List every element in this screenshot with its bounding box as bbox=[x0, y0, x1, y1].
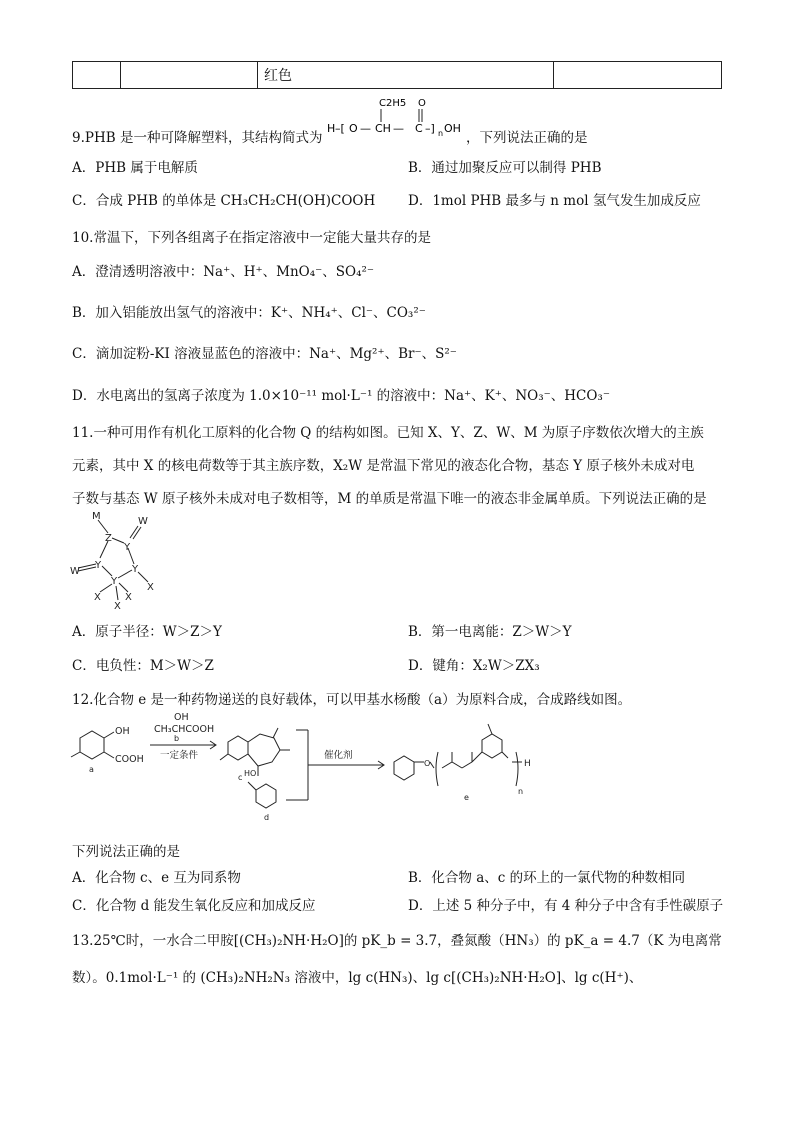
q12-option-a: A．化合物 c、e 互为同系物 bbox=[72, 870, 241, 886]
phb-ethyl: C2H5 bbox=[379, 98, 407, 109]
table-cell-color: 红色 bbox=[258, 62, 554, 89]
polymer-bracket-right bbox=[516, 752, 518, 786]
q9-option-a: A．PHB 属于电解质 bbox=[72, 160, 198, 176]
q9-option-d: D．1mol PHB 最多与 n mol 氢气发生加成反应 bbox=[408, 193, 701, 209]
bond bbox=[71, 752, 80, 757]
a-label: a bbox=[89, 765, 94, 774]
a-oh: OH bbox=[115, 726, 130, 737]
catalyst-label: 催化剂 bbox=[324, 750, 353, 761]
bond bbox=[104, 752, 114, 758]
q11-option-c: C．电负性：M＞W＞Z bbox=[72, 658, 214, 674]
a-cooh: COOH bbox=[115, 754, 144, 765]
bond bbox=[488, 724, 492, 734]
e-label: e bbox=[464, 793, 469, 802]
phb-bracket: –[ bbox=[335, 122, 345, 135]
bond bbox=[452, 762, 462, 768]
bond bbox=[133, 527, 141, 539]
e-n: n bbox=[518, 787, 524, 796]
q11-option-a: A．原子半径：W＞Z＞Y bbox=[72, 624, 222, 640]
c-label: c bbox=[238, 773, 243, 782]
benzene-ring-e1 bbox=[394, 756, 414, 780]
reagent-label: b bbox=[174, 734, 180, 743]
q9-option-c: C．合成 PHB 的单体是 CH₃CH₂CH(OH)COOH bbox=[72, 193, 376, 209]
bond bbox=[273, 728, 278, 738]
bond bbox=[462, 762, 472, 768]
bond bbox=[104, 732, 114, 738]
atom-m: M bbox=[92, 511, 101, 522]
q9-option-b: B．通过加聚反应可以制得 PHB bbox=[408, 160, 602, 176]
table-row bbox=[73, 62, 722, 89]
q10-option-d: D．水电离出的氢离子浓度为 1.0×10⁻¹¹ mol·L⁻¹ 的溶液中：Na⁺、K⁺、NO₃⁻、HCO₃⁻ bbox=[72, 388, 610, 404]
phb-o: O bbox=[349, 122, 358, 135]
phb-bracket: –] bbox=[425, 122, 435, 135]
question-13-line1: 13.25℃时，一水合二甲胺[(CH₃)₂NH·H₂O]的 pK_b = 3.7，叠氮酸（HN₃）的 pK_a = 4.7（K 为电离常 bbox=[72, 933, 722, 949]
q9-stem-text: 9.PHB 是一种可降解塑料，其结构简式为 bbox=[72, 130, 323, 146]
q10-option-b: B．加入铝能放出氢气的溶液中：K⁺、NH₄⁺、Cl⁻、CO₃²⁻ bbox=[72, 305, 426, 321]
bond bbox=[248, 782, 256, 790]
q10-option-a: A．澄清透明溶液中：Na⁺、H⁺、MnO₄⁻、SO₄²⁻ bbox=[72, 264, 375, 280]
bond bbox=[119, 583, 128, 592]
bond bbox=[220, 754, 228, 760]
question-11-line1: 11.一种可用作有机化工原料的化合物 Q 的结构如图。已知 X、Y、Z、W、M 为原子序数依次增大的主族 bbox=[72, 425, 704, 441]
synthesis-scheme-diagram bbox=[68, 710, 531, 830]
atom-x: X bbox=[147, 582, 154, 593]
phb-c: C bbox=[415, 122, 423, 135]
lactone-ring-c bbox=[248, 734, 280, 766]
phb-structure-diagram bbox=[325, 92, 465, 142]
bond bbox=[130, 526, 138, 538]
reagent-formula: CH₃CHCOOH bbox=[154, 724, 215, 735]
q12-option-d: D．上述 5 种分子中，有 4 种分子中含有手性碳原子 bbox=[408, 898, 724, 914]
question-9-stem bbox=[72, 126, 322, 146]
phb-carbonyl-o: O bbox=[418, 98, 426, 109]
bond bbox=[102, 566, 112, 576]
phb-oh: OH bbox=[444, 122, 461, 135]
polymer-bracket-left bbox=[436, 752, 438, 786]
reaction-condition: 一定条件 bbox=[160, 750, 199, 761]
question-10-stem: 10.常温下，下列各组离子在指定溶液中一定能大量共存的是 bbox=[72, 230, 431, 246]
question-13-line2: 数）。0.1mol·L⁻¹ 的 (CH₃)₂NH₂N₃ 溶液中，lg c(HN₃)、lg c[(CH₃)₂NH·H₂O]、lg c(H⁺)、 bbox=[72, 970, 643, 986]
e-o: O bbox=[424, 759, 431, 768]
table-cell bbox=[121, 62, 258, 89]
question-12-stem: 12.化合物 e 是一种药物递送的良好载体，可以甲基水杨酸（a）为原料合成，合成路线如图。 bbox=[72, 692, 632, 708]
d-hydroxyl: HO bbox=[244, 769, 257, 778]
q11-option-d: D．键角：X₂W＞ZX₃ bbox=[408, 658, 540, 674]
atom-w: W bbox=[138, 516, 148, 527]
atom-y: Y bbox=[95, 560, 102, 571]
q12-option-c: C．化合物 d 能发生氧化反应和加成反应 bbox=[72, 898, 316, 914]
atom-x: X bbox=[94, 592, 101, 603]
phb-ch: CH bbox=[375, 122, 391, 135]
atom-y: Y bbox=[132, 564, 139, 575]
atom-w: W bbox=[70, 566, 80, 577]
atom-z: Z bbox=[105, 533, 112, 544]
bond bbox=[430, 762, 434, 768]
phb-n: n bbox=[438, 129, 444, 138]
benzene-ring-a bbox=[80, 731, 104, 759]
q10-option-c: C．滴加淀粉-KI 溶液显蓝色的溶液中：Na⁺、Mg²⁺、Br⁻、S²⁻ bbox=[72, 346, 457, 362]
bond bbox=[472, 752, 482, 762]
atom-x: X bbox=[125, 592, 132, 603]
reagent-oh: OH bbox=[174, 712, 189, 723]
compound-q-structure-diagram bbox=[68, 508, 168, 614]
table-cell bbox=[554, 62, 722, 89]
bond bbox=[118, 570, 132, 578]
atom-y: Y bbox=[111, 576, 118, 587]
bond bbox=[112, 538, 124, 543]
bond bbox=[138, 572, 148, 582]
atom-y: Y bbox=[124, 542, 131, 553]
question-11-line2: 元素，其中 X 的核电荷数等于其主族序数，X₂W 是常温下常见的液态化合物，基态 Y 原子核外未成对电 bbox=[72, 458, 695, 474]
benzene-ring-d bbox=[256, 784, 276, 808]
q9-stem-tail: ，下列说法正确的是 bbox=[466, 130, 588, 146]
phb-dash: — bbox=[360, 122, 371, 135]
q11-option-b: B．第一电离能：Z＞W＞Y bbox=[408, 624, 572, 640]
d-label: d bbox=[264, 813, 270, 822]
e-h: H bbox=[524, 759, 531, 769]
benzene-ring-e2 bbox=[482, 734, 502, 758]
benzene-ring-c bbox=[228, 736, 248, 760]
q12-option-b: B．化合物 a、c 的环上的一氯代物的种数相同 bbox=[408, 870, 686, 886]
table-cell bbox=[73, 62, 121, 89]
atom-x: X bbox=[114, 601, 121, 612]
phb-dash: — bbox=[393, 122, 404, 135]
question-11-line3: 子数与基态 W 原子核外未成对电子数相等，M 的单质是常温下唯一的液态非金属单质。下列说法正确的是 bbox=[72, 491, 707, 507]
bond bbox=[116, 586, 118, 600]
bond bbox=[502, 752, 508, 758]
bond bbox=[442, 762, 452, 768]
q12-prompt: 下列说法正确的是 bbox=[72, 844, 180, 860]
phb-h: H bbox=[327, 122, 336, 135]
answer-table bbox=[72, 61, 722, 89]
